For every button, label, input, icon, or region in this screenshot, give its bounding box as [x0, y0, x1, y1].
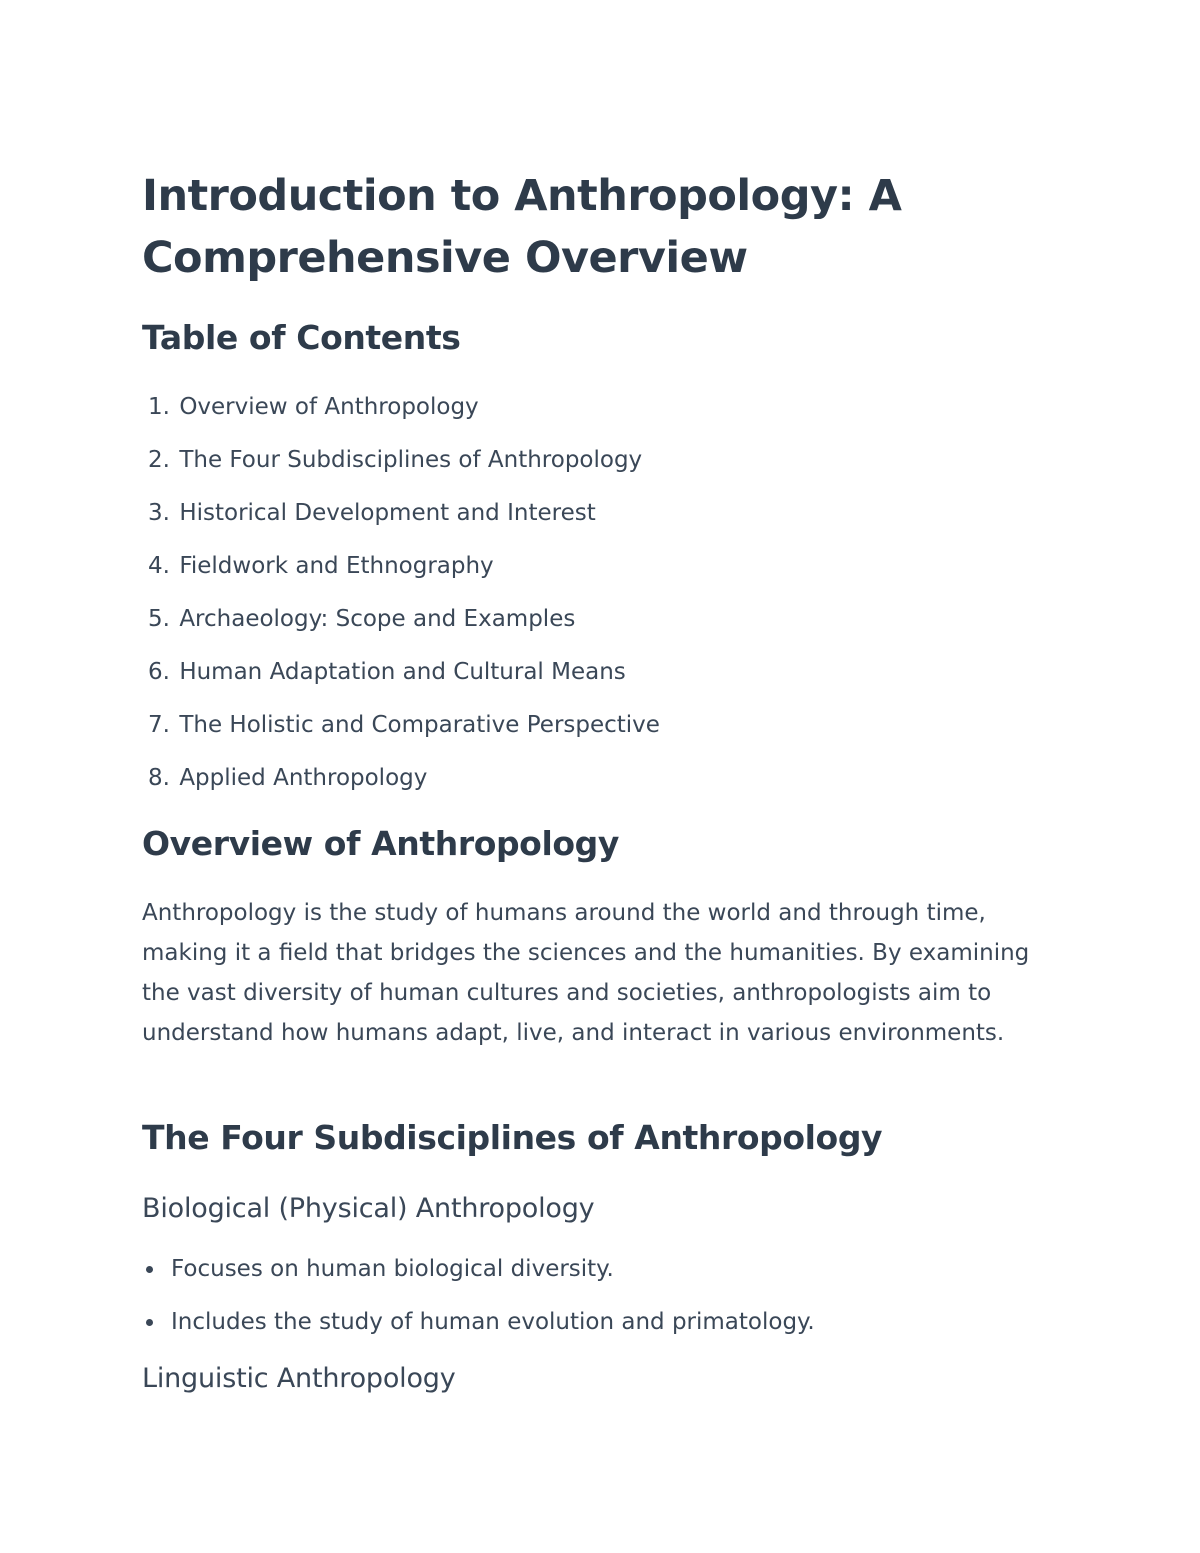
toc-item-number: 1. [148, 394, 170, 420]
toc-item[interactable] [142, 600, 660, 653]
toc-item[interactable] [142, 494, 660, 547]
section-heading-overview: Overview of Anthropology [142, 824, 619, 863]
toc-item-number: 8. [148, 765, 170, 791]
toc-item-label: Human Adaptation and Cultural Means [179, 659, 626, 685]
toc-item[interactable] [142, 653, 660, 706]
toc-item-number: 4. [148, 553, 170, 579]
toc-item-number: 5. [148, 606, 170, 632]
toc-item-number: 2. [148, 447, 170, 473]
toc-item[interactable] [142, 547, 660, 600]
toc-item[interactable] [142, 441, 660, 494]
overview-paragraph: Anthropology is the study of humans around the world and through time, making it a field that bridges the sciences and the humanities. By examining the vast diversity of human cultures and societies, anthropologists aim to understand how humans adapt, live, and interact in various environments. [142, 900, 1030, 1046]
toc-item[interactable] [142, 759, 660, 812]
section-heading-subdisciplines: The Four Subdisciplines of Anthropology [142, 1118, 883, 1157]
toc-item-label: The Holistic and Comparative Perspective [179, 712, 660, 738]
toc-item-number: 3. [148, 500, 170, 526]
list-item-text: Includes the study of human evolution and primatology. [171, 1309, 815, 1335]
list-item [142, 1250, 815, 1303]
toc-item-label: Applied Anthropology [179, 765, 428, 791]
toc-item-label: Fieldwork and Ethnography [179, 553, 494, 579]
toc-item[interactable] [142, 706, 660, 759]
list-item-text: Focuses on human biological diversity. [171, 1256, 614, 1282]
bullet-icon [146, 1266, 153, 1273]
subsection-heading-biological: Biological (Physical) Anthropology [142, 1193, 595, 1224]
subsection-heading-linguistic: Linguistic Anthropology [142, 1363, 456, 1394]
toc-item-label: Overview of Anthropology [179, 394, 479, 420]
toc-item-number: 6. [148, 659, 170, 685]
toc-heading: Table of Contents [142, 318, 461, 357]
toc-item-number: 7. [148, 712, 170, 738]
document-title: Introduction to Anthropology: A Comprehensive Overview [142, 171, 902, 283]
list-item [142, 1303, 815, 1356]
table-of-contents [142, 388, 660, 812]
toc-item-label: Historical Development and Interest [179, 500, 596, 526]
toc-item[interactable] [142, 388, 660, 441]
bullet-icon [146, 1319, 153, 1326]
biological-bullet-list [142, 1250, 815, 1356]
toc-item-label: Archaeology: Scope and Examples [179, 606, 576, 632]
toc-item-label: The Four Subdisciplines of Anthropology [179, 447, 643, 473]
